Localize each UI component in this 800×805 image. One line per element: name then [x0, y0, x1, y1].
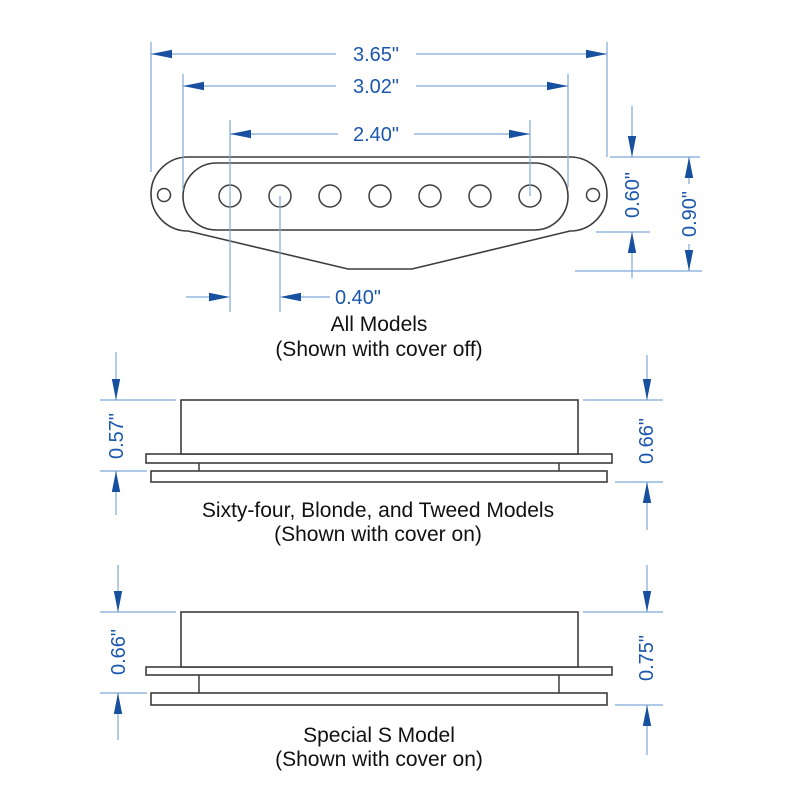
dim-label-total-height: 0.90" [679, 190, 701, 238]
pole-piece [469, 185, 491, 207]
sv2-cover [181, 612, 578, 667]
top-view-caption-line1: All Models [330, 313, 428, 336]
arrowhead-right-icon [209, 293, 230, 301]
pole-piece [369, 185, 391, 207]
arrowhead-down-icon [643, 591, 651, 612]
arrowhead-up-icon [685, 157, 693, 178]
arrowhead-down-icon [114, 591, 122, 612]
sv1-cover [181, 400, 578, 454]
sv2-dim-left [100, 565, 176, 740]
top-view-caption-line2: (Shown with cover off) [275, 338, 483, 361]
dim-label-pole-span: 2.40" [352, 124, 400, 146]
top-view [151, 42, 702, 361]
arrowhead-right-icon [509, 130, 530, 138]
side-view-2-caption-line1: Special S Model [303, 724, 455, 747]
mounting-hole [587, 189, 600, 202]
dim-label-pole-spacing: 0.40" [335, 287, 382, 309]
arrowhead-up-icon [643, 705, 651, 726]
sv1-dim-label-left: 0.57" [106, 412, 128, 460]
sv2-dim-label-right: 0.75" [636, 634, 658, 682]
arrowhead-left-icon [183, 82, 204, 90]
arrowhead-down-icon [112, 379, 120, 400]
arrowhead-up-icon [114, 693, 122, 714]
side-view-2 [100, 565, 663, 771]
arrowhead-right-icon [586, 50, 607, 58]
side-view-1 [100, 352, 663, 546]
arrowhead-left-icon [230, 130, 251, 138]
arrowhead-down-icon [685, 250, 693, 271]
sv2-baseplate [151, 693, 607, 705]
arrowhead-up-icon [628, 232, 636, 253]
sv2-dim-label-left: 0.66" [108, 628, 130, 676]
pole-piece [419, 185, 441, 207]
arrowhead-down-icon [643, 379, 651, 400]
arrowhead-left-icon [280, 293, 301, 301]
sv1-baseplate [151, 471, 607, 482]
dim-label-body-height: 0.60" [622, 171, 644, 219]
arrowhead-down-icon [628, 136, 636, 157]
sv2-dim-right [583, 565, 663, 755]
sv1-dim-label-right: 0.66" [636, 417, 658, 465]
sv1-dim-left [100, 352, 176, 515]
dim-total-width [151, 42, 607, 172]
side-view-2-caption-line2: (Shown with cover on) [275, 748, 483, 771]
arrowhead-left-icon [151, 50, 172, 58]
side-view-1-caption-line2: (Shown with cover on) [274, 523, 482, 546]
pole-piece [319, 185, 341, 207]
sv1-dim-right [583, 355, 663, 530]
sv1-flatwork [146, 454, 612, 463]
dim-label-total-width: 3.65" [352, 44, 400, 66]
arrowhead-up-icon [112, 471, 120, 492]
sv2-flatwork [146, 667, 612, 675]
dim-label-cover-width: 3.02" [352, 76, 400, 98]
mounting-hole [158, 189, 171, 202]
arrowhead-up-icon [643, 482, 651, 503]
arrowhead-right-icon [547, 82, 568, 90]
side-view-1-caption-line1: Sixty-four, Blonde, and Tweed Models [201, 499, 555, 522]
